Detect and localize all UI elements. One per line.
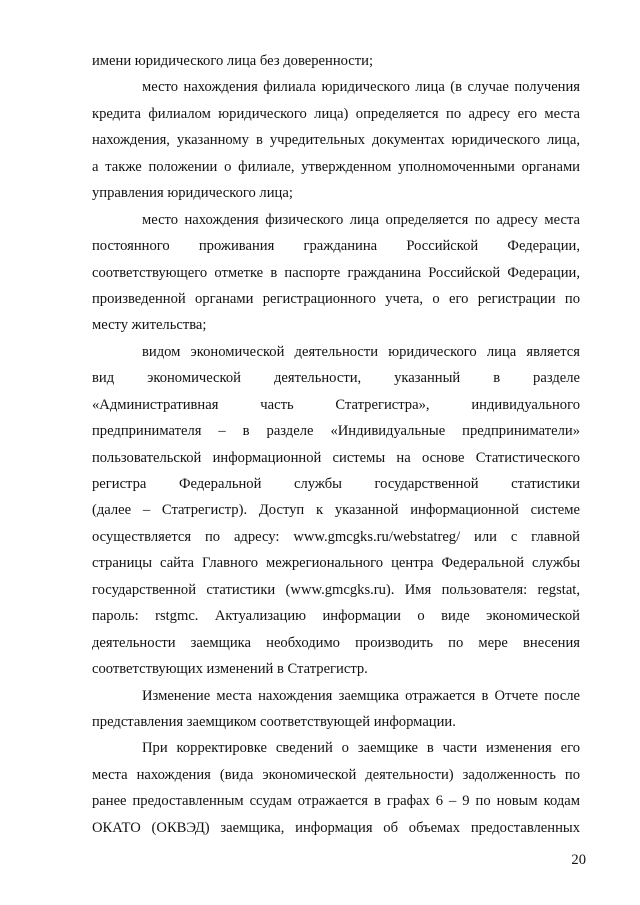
text-line: регистра Федеральной службы государственной статистики [92,476,580,492]
text-line: а также положении о филиале, утвержденном уполномоченными органами [92,158,580,175]
text-line: нахождения, указанному в учредительных документах юридического лица, [92,132,580,149]
text-line: осуществляется по адресу: www.gmcgks.ru/webstatreg/ или с главной [92,528,580,545]
text-line: государственной статистики (www.gmcgks.ru). Имя пользователя: regstat, [92,581,580,598]
text-line: произведенной органами регистрационного учета, о его регистрации по [92,290,580,307]
text-line: управления юридического лица; [92,185,293,202]
text-line: вид экономической деятельности, указанный в разделе [92,370,580,387]
paragraph-first-line: Изменение места нахождения заемщика отражается в Отчете после [142,687,580,704]
text-line: кредита филиалом юридического лица) определяется по адресу его места [92,105,580,122]
text-line: имени юридического лица без доверенности; [92,53,374,69]
text-line: «Административная часть Статрегистра», индивидуального [92,396,580,413]
paragraph-first-line: место нахождения филиала юридического лица (в случае получения [142,79,580,96]
text-line: (далее – Статрегистр). Доступ к указанной информационной системе [92,502,580,519]
text-line: деятельности заемщика необходимо производить по мере внесения [92,634,580,651]
text-line: пользовательской информационной системы на основе Статистического [92,449,580,466]
paragraph-first-line: место нахождения физического лица определяется по адресу места [142,211,580,228]
text-line: ОКАТО (ОКВЭД) заемщика, информация об объемах предоставленных [92,819,580,836]
document-body [92,48,580,841]
text-line: соответствующего отметке в паспорте гражданина Российской Федерации, [92,264,580,281]
text-line: ранее предоставленным ссудам отражается в графах 6 – 9 по новым кодам [92,793,580,810]
text-line: места нахождения (вида экономической деятельности) задолженность по [92,766,580,783]
paragraph-first-line: При корректировке сведений о заемщике в части изменения его [142,740,580,757]
text-line: представления заемщиком соответствующей информации. [92,713,456,730]
paragraph-first-line: видом экономической деятельности юридического лица является [142,343,580,360]
text-line: пароль: rstgmc. Актуализацию информации о виде экономической [92,608,580,625]
text-line: соответствующих изменений в Статрегистр. [92,661,368,678]
text-line: страницы сайта Главного межрегионального центра Федеральной службы [92,555,580,572]
page-number: 20 [571,852,586,868]
text-line: предпринимателя – в разделе «Индивидуальные предприниматели» [92,423,580,440]
text-line: месту жительства; [92,317,207,334]
text-line: постоянного проживания гражданина Российской Федерации, [92,238,580,255]
